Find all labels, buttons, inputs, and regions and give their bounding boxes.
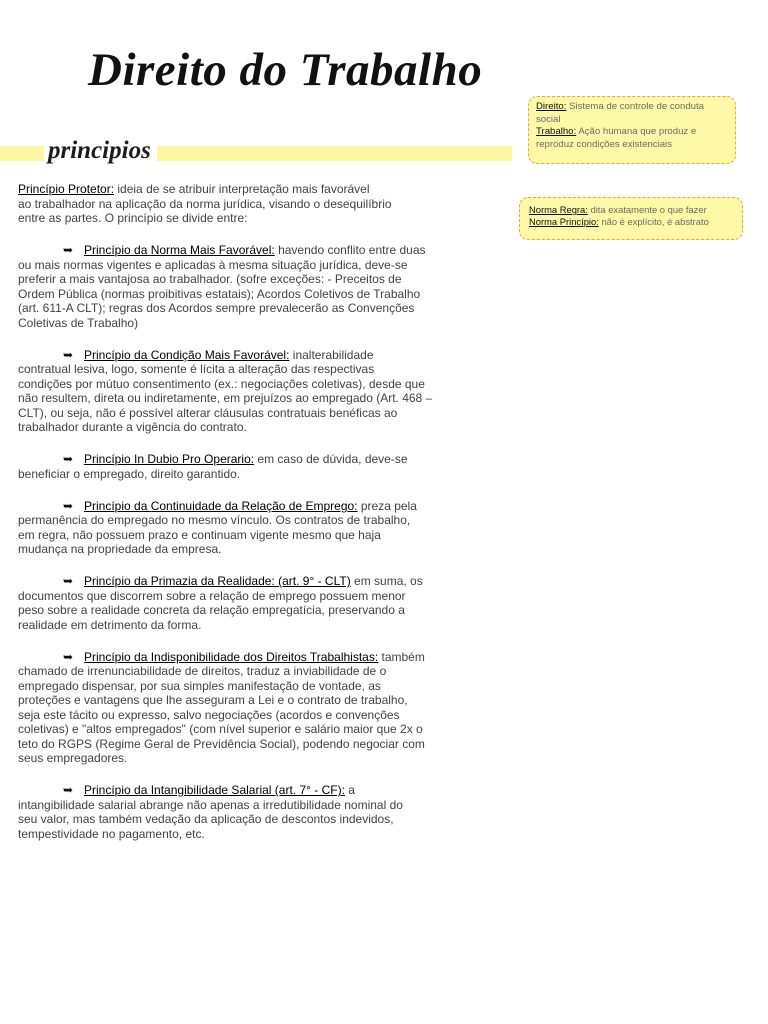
principle-text: em suma, os documentos que discorrem sobre a relação de emprego possuem menor peso sobre a realidade concreta da relação empregatícia, preservando a realidade em detrimento da forma. <box>18 574 423 632</box>
curved-arrow-right-icon <box>63 783 84 798</box>
norm-text: dita exatamente o que fazer <box>590 204 707 215</box>
principle-text: em caso de dúvida, deve-se beneficiar o empregado, direito garantido. <box>18 452 408 481</box>
definition-term: Trabalho: <box>536 126 577 137</box>
norm-item <box>529 216 738 228</box>
curved-arrow-right-icon <box>63 574 84 589</box>
notes-body <box>18 182 508 859</box>
definition-item <box>536 101 727 126</box>
principle-paragraph <box>18 650 508 766</box>
definition-term: Direito: <box>536 101 567 112</box>
principle-paragraph <box>18 783 508 841</box>
principle-text: a intangibilidade salarial abrange não apenas a irredutibilidade nominal do seu valor, mas também vedação da aplicação de descontos indevidos, tempestividade no pagamento, etc. <box>18 783 403 841</box>
norm-item <box>529 204 738 216</box>
principle-text: havendo conflito entre duas ou mais normas vigentes e aplicadas à mesma situação jurídica, deve-se preferir a mais vantajosa ao trabalhador. (sofre exceções: - Preceitos de Ordem Pública (normas proibitivas estatais); Acordos Coletivos de Trabalho (art. 611-A CLT); regras dos Acordos sempre prevalecerão as Convenções Coletivas de Trabalho) <box>18 243 426 330</box>
principle-heading: Princípio da Continuidade da Relação de Emprego: <box>84 498 358 513</box>
norms-note <box>519 197 743 240</box>
principle-heading: Princípio da Condição Mais Favorável: <box>84 347 290 362</box>
norm-term: Norma Regra: <box>529 204 588 215</box>
curved-arrow-right-icon <box>63 499 84 514</box>
norm-text: não é explícito, é abstrato <box>601 215 709 227</box>
intro-heading: Princípio Protetor: <box>18 182 115 196</box>
principle-paragraph <box>18 574 508 632</box>
principle-heading: Princípio da Indisponibilidade dos Direitos Trabalhistas: <box>84 649 379 664</box>
principle-heading: Princípio In Dubio Pro Operario: <box>84 452 255 466</box>
page-title: Direito do Trabalho <box>88 44 483 96</box>
principle-paragraph <box>18 499 508 557</box>
principle-paragraph <box>18 243 508 330</box>
definitions-note <box>528 96 736 164</box>
curved-arrow-right-icon <box>63 243 84 258</box>
definition-text: Ação humana que produz e reproduz condições existenciais <box>536 126 697 150</box>
definition-text: Sistema de controle de conduta social <box>536 101 704 125</box>
intro-text: ideia de se atribuir interpretação mais favorável ao trabalhador na aplicação da norma jurídica, visando o desequilíbrio entre as partes. O princípio se divide entre: <box>18 182 392 225</box>
principle-heading: Princípio da Primazia da Realidade: (art. 9° - CLT) <box>84 574 351 588</box>
principle-text: preza pela permanência do empregado no mesmo vínculo. Os contratos de trabalho, em regra, não possuem prazo e continuam vigente mesmo que haja mudança na propriedade da empresa. <box>18 498 417 556</box>
principle-text: também chamado de irrenunciabilidade de direitos, traduz a inviabilidade de o empregado dispensar, por sua simples manifestação de vontade, as proteções e vantagens que lhe asseguram a Lei e o contrato de trabalho, seja este tácito ou expresso, salvo negociações (acordos e convenções coletivas) e "altos empregados" (com nível superior e salário maior que 2x o teto do RGPS (Regime Geral de Previdência Social), podendo negociar com seus empregadores. <box>18 649 425 765</box>
curved-arrow-right-icon <box>63 650 84 665</box>
curved-arrow-right-icon <box>63 348 84 363</box>
norm-term: Norma Princípio: <box>529 215 599 227</box>
section-title: principios <box>44 134 157 168</box>
principle-heading: Princípio da Norma Mais Favorável: <box>84 243 275 257</box>
principle-heading: Princípio da Intangibilidade Salarial (art. 7° - CF): <box>84 783 345 797</box>
principle-paragraph <box>18 348 508 435</box>
definition-item <box>536 126 727 151</box>
principle-text: inalterabilidade contratual lesiva, logo, somente é lícita a alteração das respectivas condições por mútuo consentimento (ex.: negociações coletivas), desde que não resultem, direta ou indiretamente, em prejuízos ao empregado (Art. 468 – CLT), ou seja, não é possível alterar cláusulas contratuais benéficas ao trabalhador durante a vigência do contrato. <box>18 347 433 434</box>
principle-paragraph <box>18 452 508 481</box>
intro-paragraph <box>18 182 508 226</box>
curved-arrow-right-icon <box>63 452 84 467</box>
